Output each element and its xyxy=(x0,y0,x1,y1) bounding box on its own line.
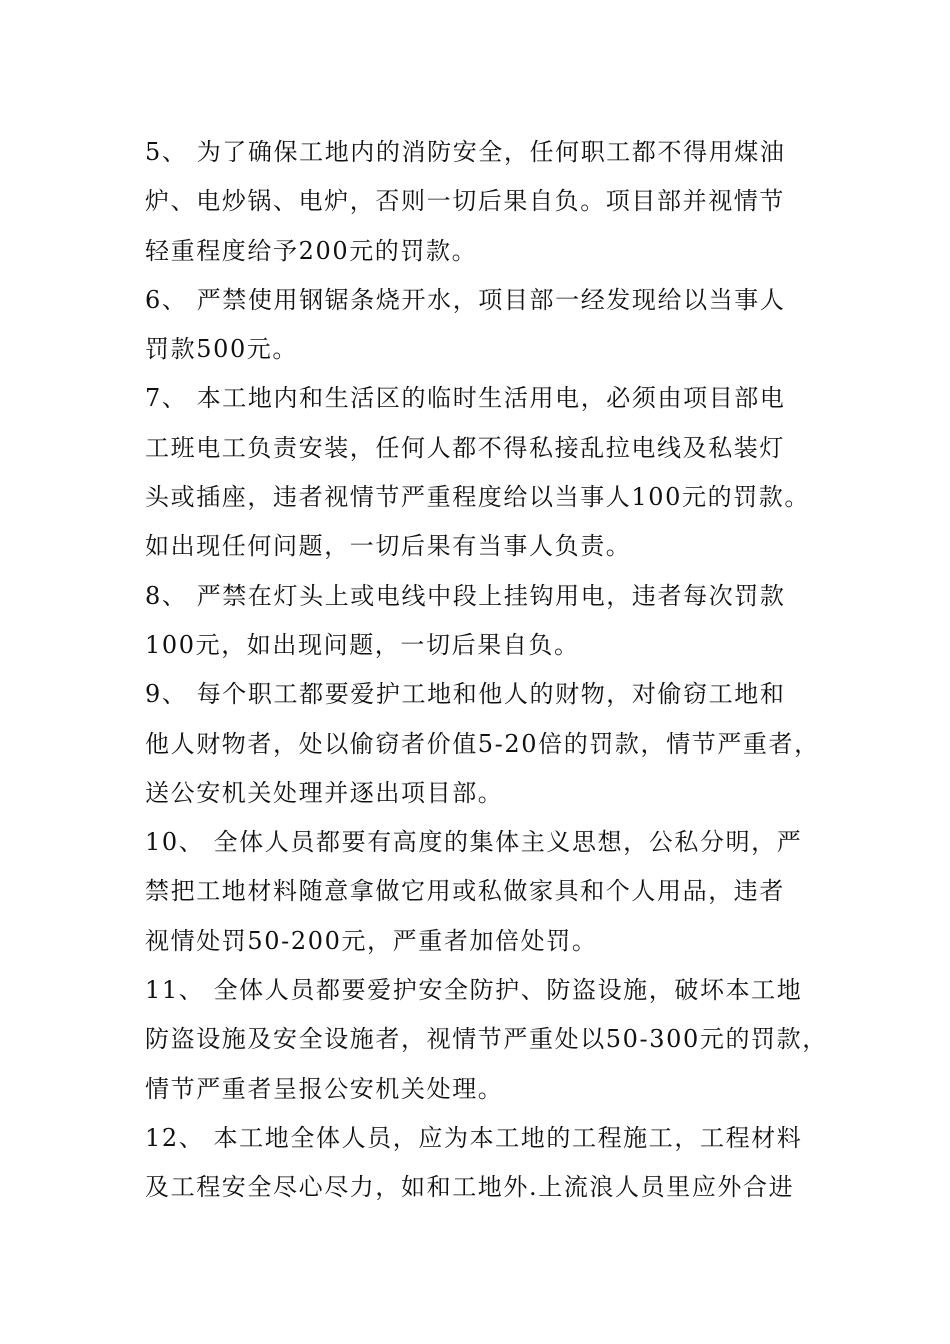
document-body xyxy=(145,128,828,1213)
text-line: 炉、电炒锅、电炉，否则一切后果自负。项目部并视情节 xyxy=(145,187,785,216)
text-line: 情节严重者呈报公安机关处理。 xyxy=(145,1074,504,1103)
text-line: 100元，如出现问题，一切后果自负。 xyxy=(145,630,580,659)
text-line: 及工程安全尽心尽力，如和工地外.上流浪人员里应外合进 xyxy=(145,1173,795,1202)
text-line: 9、 每个职工都要爱护工地和他人的财物，对偷窃工地和 xyxy=(145,680,786,709)
text-line: 送公安机关处理并逐出项目部。 xyxy=(145,778,504,807)
text-line: 工班电工负责安装，任何人都不得私接乱拉电线及私装灯 xyxy=(145,433,785,462)
text-line: 如出现任何问题，一切后果有当事人负责。 xyxy=(145,532,632,561)
text-line: 10、 全体人员都要有高度的集体主义思想，公私分明，严 xyxy=(145,828,803,857)
text-line: 视情处罚50-200元，严重者加倍处罚。 xyxy=(145,926,598,955)
text-line: 8、 严禁在灯头上或电线中段上挂钩用电，违者每次罚款 xyxy=(145,581,786,610)
text-line: 12、 本工地全体人员，应为本工地的工程施工，工程材料 xyxy=(145,1123,803,1152)
text-line: 7、 本工地内和生活区的临时生活用电，必须由项目部电 xyxy=(145,384,786,413)
text-line: 他人财物者，处以偷窃者价值5-20倍的罚款，情节严重者， xyxy=(145,729,820,758)
text-line: 头或插座，违者视情节严重程度给以当事人100元的罚款。 xyxy=(145,483,811,512)
text-line: 禁把工地材料随意拿做它用或私做家具和个人用品，违者 xyxy=(145,877,785,906)
text-line: 防盗设施及安全设施者，视情节严重处以50-300元的罚款， xyxy=(145,1025,828,1054)
text-line: 11、 全体人员都要爱护安全防护、防盗设施，破坏本工地 xyxy=(145,976,803,1005)
text-line: 6、 严禁使用钢锯条烧开水，项目部一经发现给以当事人 xyxy=(145,285,786,314)
text-line: 罚款500元。 xyxy=(145,335,299,364)
text-line: 轻重程度给予200元的罚款。 xyxy=(145,236,478,265)
text-line: 5、 为了确保工地内的消防安全，任何职工都不得用煤油 xyxy=(145,138,786,166)
